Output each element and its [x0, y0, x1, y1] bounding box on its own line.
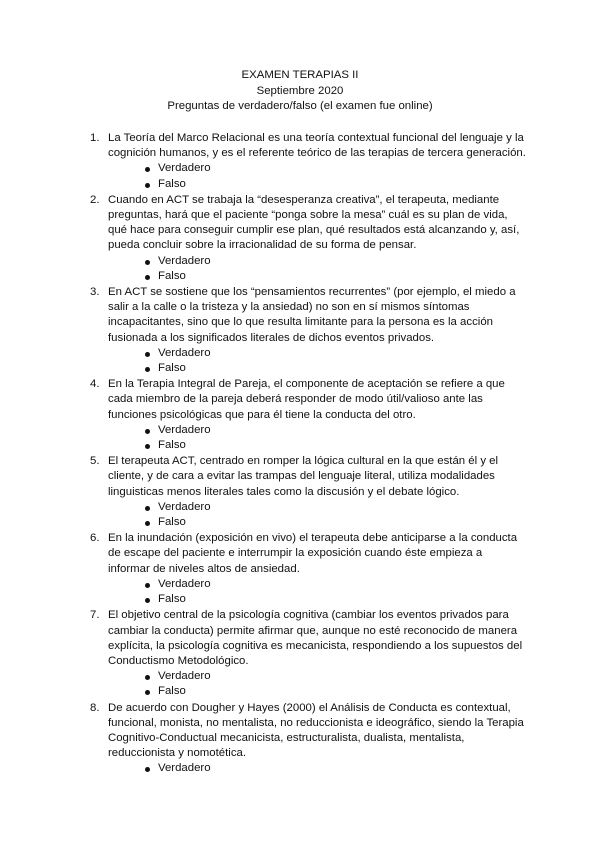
answer-option-label: Verdadero	[158, 500, 211, 513]
answer-option-label: Verdadero	[158, 762, 211, 775]
answer-option-label: Verdadero	[158, 254, 211, 267]
bullet-icon	[145, 183, 150, 188]
answer-options	[108, 423, 526, 453]
bullet-icon	[145, 275, 150, 280]
question-item	[90, 193, 526, 284]
bullet-icon	[145, 260, 150, 265]
exam-subtitle: Preguntas de verdadero/falso (el examen fue online)	[167, 100, 433, 112]
answer-option	[108, 254, 526, 269]
question-text: Cuando en ACT se trabaja la “desesperanza creativa”, el terapeuta, mediante preguntas, hará que el paciente “ponga sobre la mesa” cuál es su plan de vida, qué hace para conseguir cumplir ese plan, qué resultados está alcanzando y, así, pueda concluir sobre la irracionalidad de su forma de pensar.	[108, 193, 520, 252]
answer-option-label: Falso	[158, 516, 186, 529]
question-text: De acuerdo con Dougher y Hayes (2000) el Análisis de Conducta es contextual, funcional, monista, no mentalista, no reduccionista e ideográfico, siendo la Terapia Cognitivo-Conductual mecanicista, estructuralista, dualista, mentalista, reduccionista y nomotética.	[108, 701, 524, 760]
bullet-icon	[145, 767, 150, 772]
answer-options	[108, 500, 526, 530]
question-text: En ACT se sostiene que los “pensamientos recurrentes” (por ejemplo, el miedo a salir a la calle o la tristeza y la ansiedad) no son en sí mismos síntomas incapacitantes, sino que lo que resulta limitante para la persona es la acción fusionada a los significados literales de dichos eventos privados.	[108, 286, 516, 344]
answer-option-label: Falso	[158, 362, 186, 375]
answer-option-label: Verdadero	[158, 162, 211, 175]
answer-options	[108, 161, 526, 191]
bullet-icon	[145, 690, 150, 695]
answer-option-label: Falso	[158, 593, 186, 606]
question-number: 3.	[90, 286, 100, 299]
answer-option	[108, 515, 526, 530]
answer-option-label: Falso	[158, 269, 186, 282]
question-item	[90, 608, 526, 699]
answer-option-label: Verdadero	[158, 670, 211, 683]
answer-option	[108, 161, 526, 176]
answer-option	[108, 669, 526, 684]
bullet-icon	[145, 506, 150, 511]
exam-title: EXAMEN TERAPIAS II	[241, 69, 359, 81]
question-text: La Teoría del Marco Relacional es una teoría contextual funcional del lenguaje y la cognición humanos, y es el referente teórico de las terapias de tercera generación.	[108, 132, 526, 160]
question-number: 6.	[90, 532, 100, 545]
bullet-icon	[145, 598, 150, 603]
bullet-icon	[145, 583, 150, 588]
answer-option-label: Verdadero	[158, 423, 211, 436]
question-number: 1.	[90, 132, 100, 144]
answer-option-label: Verdadero	[158, 577, 211, 590]
question-text: En la inundación (exposición en vivo) el terapeuta debe anticiparse a la conducta de escape del paciente e interrumpir la exposición cuando éste empieza a informar de niveles altos de ansiedad.	[108, 532, 518, 575]
answer-option	[108, 361, 526, 376]
bullet-icon	[145, 367, 150, 372]
bullet-icon	[145, 675, 150, 680]
question-text: El objetivo central de la psicología cognitiva (cambiar los eventos privados para cambiar la conducta) permite afirmar que, aunque no esté reconocido de manera explícita, la psicología cognitiva es mecanicista, respondiendo a los supuestos del Conductismo Metodológico.	[108, 609, 523, 667]
question-list	[90, 131, 526, 778]
bullet-icon	[145, 444, 150, 449]
question-number: 2.	[90, 193, 100, 206]
answer-options	[108, 346, 526, 376]
question-item	[90, 285, 526, 376]
question-text: El terapeuta ACT, centrado en romper la lógica cultural en la que están él y el cliente, y de cara a evitar las trampas del lenguaje literal, utiliza modalidades linguisticas menos literales tales como la discusión y el debate lógico.	[108, 455, 499, 498]
answer-option	[108, 761, 526, 776]
question-number: 7.	[90, 609, 100, 622]
question-number: 8.	[90, 701, 100, 714]
question-item	[90, 377, 526, 453]
answer-option	[108, 423, 526, 438]
answer-options	[108, 254, 526, 284]
answer-option	[108, 177, 526, 192]
exam-date: Septiembre 2020	[256, 84, 344, 97]
answer-option	[108, 500, 526, 515]
answer-option	[108, 346, 526, 361]
answer-options	[108, 761, 526, 776]
answer-options	[108, 669, 526, 699]
bullet-icon	[145, 352, 150, 357]
question-text: En la Terapia Integral de Pareja, el componente de aceptación se refiere a que cada miembro de la pareja deberá responder de modo útil/valioso ante las funciones psicológicas que para él tiene la conducta del otro.	[108, 378, 505, 421]
answer-options	[108, 577, 526, 607]
question-number: 4.	[90, 378, 100, 391]
question-item	[90, 131, 526, 192]
bullet-icon	[145, 521, 150, 526]
answer-option	[108, 269, 526, 284]
answer-option-label: Falso	[158, 685, 186, 698]
answer-option	[108, 577, 526, 592]
bullet-icon	[145, 429, 150, 434]
question-number: 5.	[90, 455, 100, 468]
question-item	[90, 701, 526, 777]
answer-option	[108, 684, 526, 699]
exam-header	[0, 68, 600, 115]
answer-option-label: Verdadero	[158, 346, 211, 359]
question-item	[90, 531, 526, 607]
answer-option-label: Falso	[158, 439, 186, 452]
answer-option-label: Falso	[158, 177, 186, 190]
question-item	[90, 454, 526, 530]
answer-option	[108, 438, 526, 453]
answer-option	[108, 592, 526, 607]
bullet-icon	[145, 167, 150, 172]
